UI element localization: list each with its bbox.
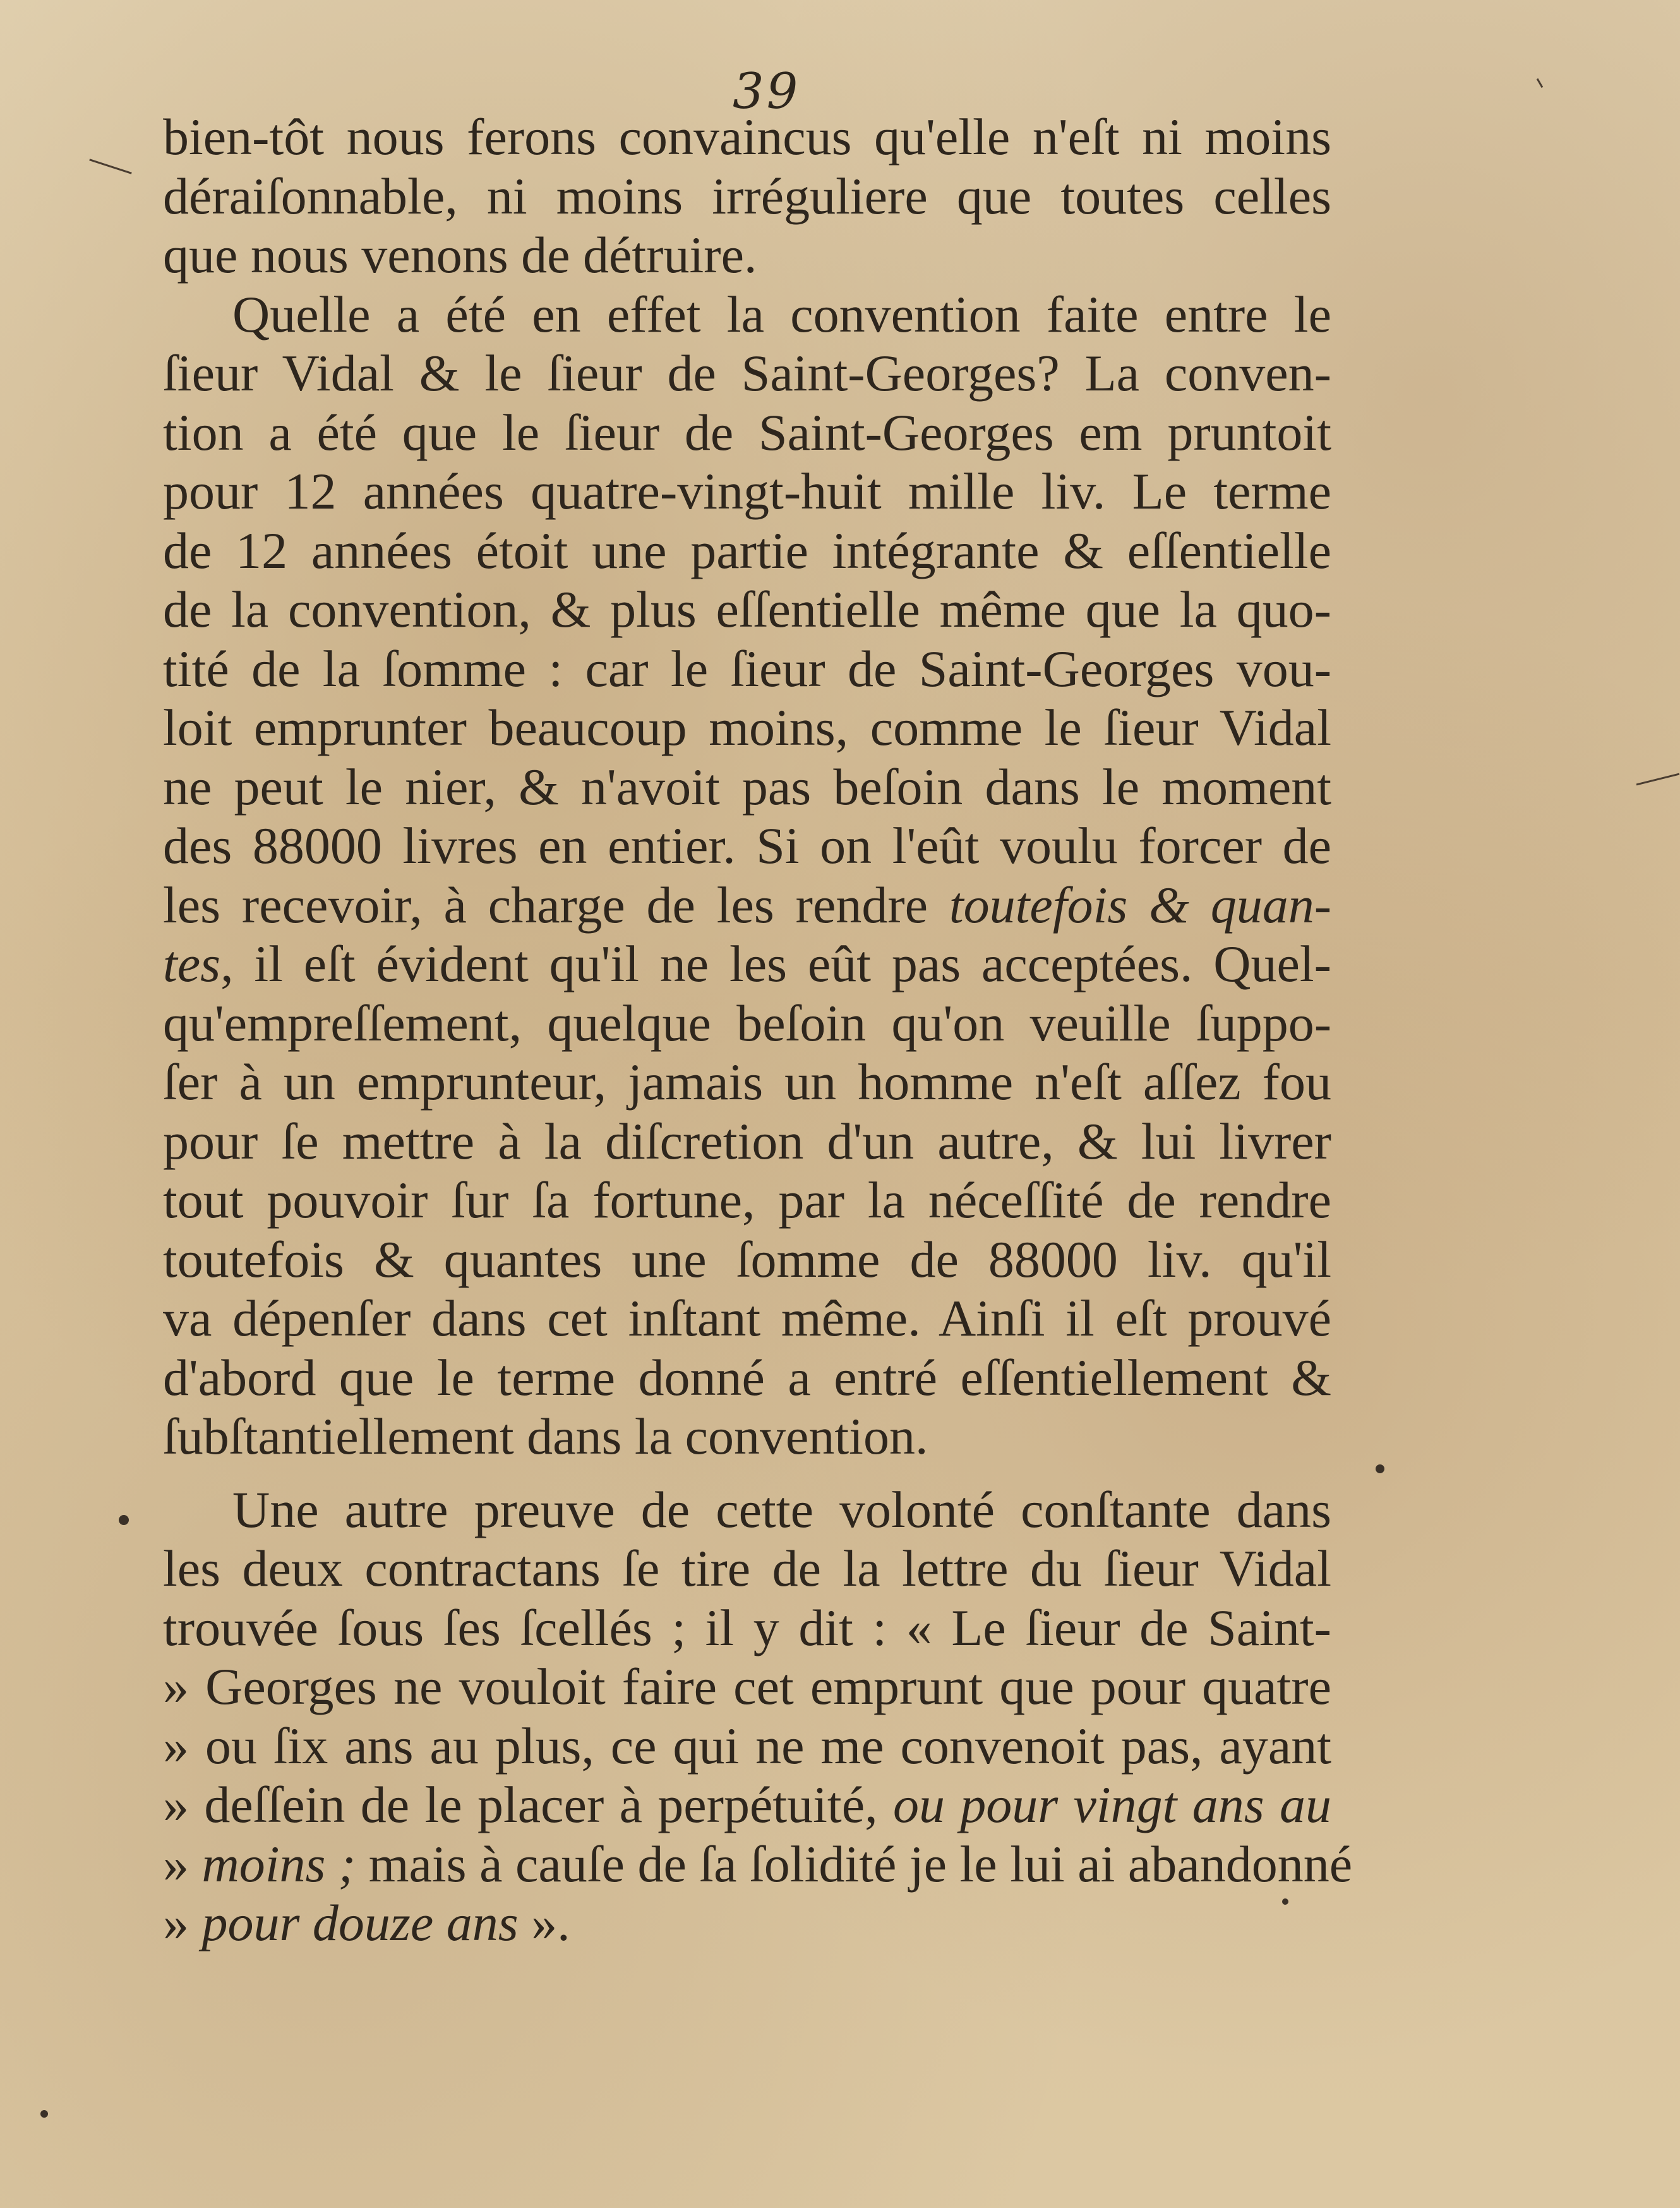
text-line: pour 12 années quatre-vingt-huit mille liv. Le terme <box>163 462 1331 520</box>
text-line: tout pouvoir ſur ſa fortune, par la néceſſité de rendre <box>163 1171 1331 1229</box>
text-line: ſubſtantiellement dans la convention. <box>163 1408 928 1465</box>
text-line: que nous venons de détruire. <box>163 226 757 284</box>
text-segment: , il eſt évident qu'il ne les eût pas acceptées. Quel- <box>220 935 1331 992</box>
paper-speck <box>40 2110 48 2118</box>
text-line: tité de la ſomme : car le ſieur de Saint-Georges vou- <box>163 639 1331 697</box>
text-line: loit emprunter beaucoup moins, comme le ſieur Vidal <box>163 699 1331 756</box>
text-line: les deux contractans ſe tire de la lettre du ſieur Vidal <box>163 1540 1331 1597</box>
page-number: 39 <box>733 63 801 120</box>
paper-speck <box>1282 1898 1288 1905</box>
text-segment: mais à cauſe de ſa ſolidité je le lui ai abandonné <box>356 1835 1353 1893</box>
text-segment: » <box>163 1894 202 1952</box>
text-line: trouvée ſous ſes ſcellés ; il y dit : « Le ſieur de Saint- <box>163 1598 1331 1656</box>
paper-mark <box>89 159 132 174</box>
text-line: d'abord que le terme donné a entré eſſentiellement & <box>163 1348 1331 1406</box>
text-line: toutefois & quantes une ſomme de 88000 liv. qu'il <box>163 1230 1331 1288</box>
italic-text: toutefois & quan- <box>949 876 1332 934</box>
paragraph-gap <box>163 1466 1331 1480</box>
text-line: bien-tôt nous ferons convaincus qu'elle n'eſt ni moins <box>163 108 1331 166</box>
text-line: de la convention, & plus eſſentielle même que la quo- <box>163 581 1331 638</box>
italic-text: ou pour vingt ans au <box>892 1776 1331 1833</box>
paper-mark <box>1636 773 1680 786</box>
text-line: de 12 années étoit une partie intégrante & eſſentielle <box>163 521 1331 579</box>
text-line: qu'empreſſement, quelque beſoin qu'on veuille ſuppo- <box>163 994 1331 1052</box>
text-segment: » <box>163 1835 202 1893</box>
text-line <box>163 876 1331 935</box>
paper-speck <box>119 1515 129 1525</box>
italic-text: moins ; <box>201 1835 356 1893</box>
text-line: déraiſonnable, ni moins irréguliere que toutes celles <box>163 167 1331 225</box>
italic-text: tes <box>163 935 221 992</box>
text-line: » Georges ne vouloit faire cet emprunt que pour quatre <box>163 1658 1331 1715</box>
text-line: pour ſe mettre à la diſcretion d'un autre, & lui livrer <box>163 1112 1331 1170</box>
text-line: va dépenſer dans cet inſtant même. Ainſi il eſt prouvé <box>163 1289 1331 1347</box>
text-segment: les recevoir, à charge de les rendre <box>163 876 949 934</box>
text-line <box>163 1893 1331 1953</box>
text-line: tion a été que le ſieur de Saint-Georges em pruntoit <box>163 403 1331 461</box>
text-line: ſieur Vidal & le ſieur de Saint-Georges? La conven- <box>163 344 1331 402</box>
text-line: ne peut le nier, & n'avoit pas beſoin dans le moment <box>163 757 1331 816</box>
text-segment: » deſſein de le placer à perpétuité, <box>163 1776 893 1833</box>
text-block <box>163 107 1353 1953</box>
text-line: » ou ſix ans au plus, ce qui ne me convenoit pas, ayant <box>163 1716 1331 1775</box>
text-line <box>163 1835 1353 1894</box>
paper-speck <box>1376 1464 1384 1473</box>
text-line <box>163 934 1331 994</box>
text-line: Quelle a été en effet la convention faite entre le <box>232 285 1331 343</box>
paper-mark <box>1537 78 1544 88</box>
text-segment: ». <box>518 1894 570 1952</box>
italic-text: pour douze ans <box>201 1894 519 1952</box>
text-line: des 88000 livres en entier. Si on l'eût voulu forcer de <box>163 817 1331 874</box>
text-line <box>163 1775 1331 1835</box>
text-line: Une autre preuve de cette volonté conſtante dans <box>232 1480 1331 1538</box>
text-line: ſer à un emprunteur, jamais un homme n'eſt aſſez fou <box>163 1053 1331 1111</box>
